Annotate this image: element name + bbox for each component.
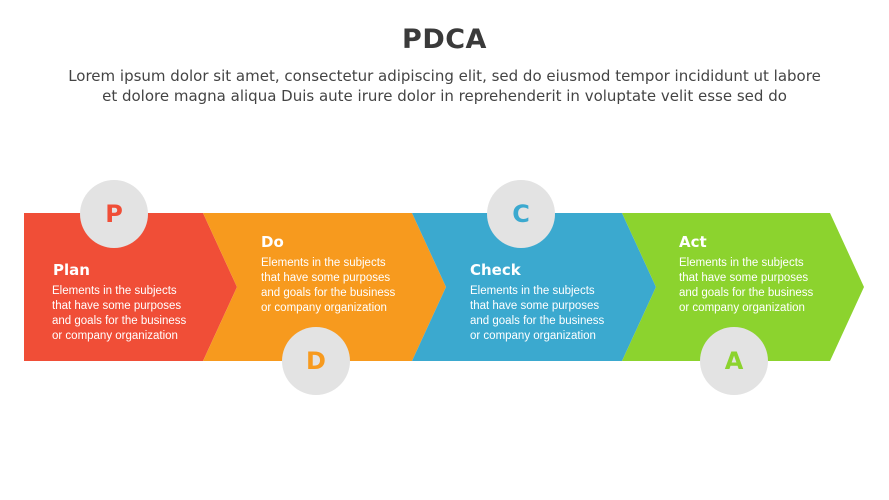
do-desc-line: Elements in the subjects (261, 257, 386, 269)
plan-desc-line: Elements in the subjects (52, 285, 177, 297)
plan-letter-circle: P (80, 180, 148, 248)
do-letter-circle: D (282, 327, 350, 395)
do-desc-line: or company organization (261, 302, 387, 314)
check-title: Check (470, 261, 521, 279)
subtitle-line-1: Lorem ipsum dolor sit amet, consectetur adipiscing elit, sed do eiusmod tempor incididunt ut labore (68, 67, 821, 85)
check-letter-circle: C (487, 180, 555, 248)
act-desc-line: Elements in the subjects (679, 257, 804, 269)
act-desc-line: and goals for the business (679, 287, 814, 299)
plan-desc-line: that have some purposes (52, 300, 182, 312)
do-description (261, 256, 421, 316)
act-description (679, 256, 839, 316)
act-desc-line: or company organization (679, 302, 805, 314)
check-desc-line: Elements in the subjects (470, 285, 595, 297)
plan-desc-line: or company organization (52, 330, 178, 342)
do-title: Do (261, 233, 284, 251)
plan-description (52, 284, 212, 344)
check-description (470, 284, 630, 344)
check-desc-line: or company organization (470, 330, 596, 342)
subtitle-line-2: et dolore magna aliqua Duis aute irure dolor in reprehenderit in voluptate velit esse sed do (102, 87, 787, 105)
check-desc-line: and goals for the business (470, 315, 605, 327)
act-title: Act (679, 233, 707, 251)
act-desc-line: that have some purposes (679, 272, 809, 284)
act-letter-circle: A (700, 327, 768, 395)
page-title: PDCA (402, 24, 487, 55)
do-desc-line: and goals for the business (261, 287, 396, 299)
check-desc-line: that have some purposes (470, 300, 600, 312)
do-desc-line: that have some purposes (261, 272, 391, 284)
plan-title: Plan (53, 261, 90, 279)
plan-desc-line: and goals for the business (52, 315, 187, 327)
